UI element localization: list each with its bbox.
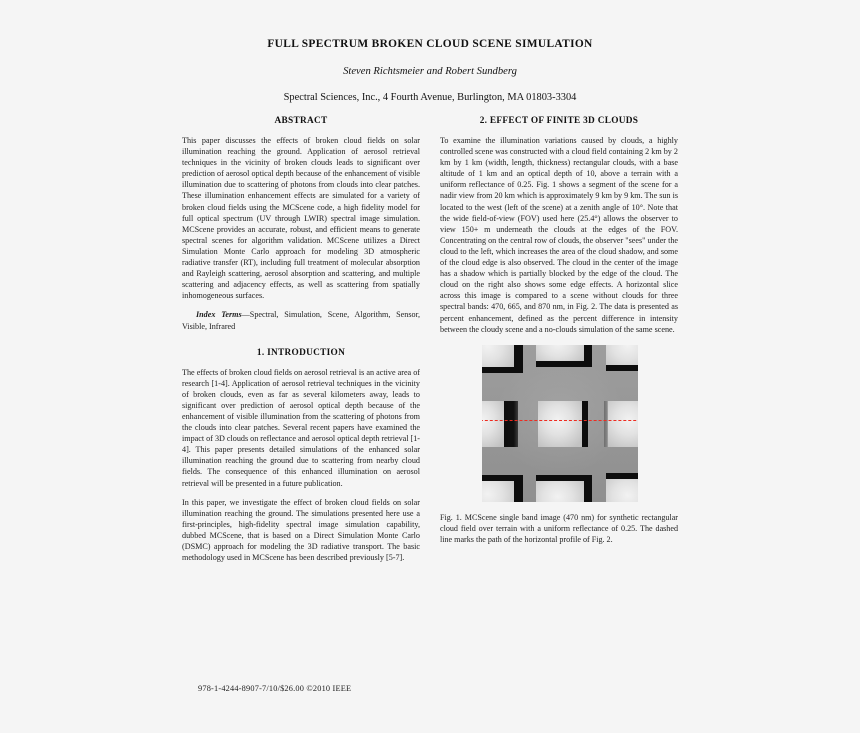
cloud-patch [608, 401, 638, 447]
section-2-heading: 2. EFFECT OF FINITE 3D CLOUDS [479, 116, 639, 126]
intro-paragraph-1: The effects of broken cloud fields on aerosol retrieval is an active area of research [1-4]. Application of aerosol retrieval techniques in the vicinity of broken clouds, even as far as several kilometers away, leads to significant over prediction of aerosol optical depth because of the enhancement of visible illumination from the scattering of photons from the clouds into clear patches. Several recent papers have examined the impact of 3D clouds on reflectance and aerosol optical depth retrieval [1-4]. This paper presents detailed simulations of the enhanced solar illumination reaching the ground due to scattering from nearby cloud fields. The consequence of this enhanced illumination on aerosol retrieval will be presented in a future publication. [182, 367, 421, 488]
cloud-patch [606, 477, 638, 502]
figure-1 [440, 345, 678, 503]
cloud-patch [536, 479, 584, 502]
affiliation-line: Spectral Sciences, Inc., 4 Fourth Avenue, Burlington, MA 01803-3304 [283, 92, 577, 103]
cloud-patch [482, 401, 504, 447]
intro-paragraph-2: In this paper, we investigate the effect of broken cloud fields on solar illumination reaching the ground. The simulations presented here use a first-principles, high-fidelity spectral image simulation capability, dubbed MCScene, that is based on a Direct Simulation Monte Carlo (DSMC) approach for modeling the 3D radiative transport. The basic methodology used in MCScene has been described previously [5-7]. [182, 497, 420, 563]
cloud-shadow [604, 401, 607, 447]
cloud-shadow [536, 475, 592, 481]
cloud-shadow [482, 475, 523, 481]
cloud-shadow [482, 367, 523, 373]
cloud-patch [538, 401, 582, 447]
index-terms [182, 309, 420, 331]
cloud-shadow [606, 473, 638, 479]
cloud-shadow [536, 361, 592, 367]
footer-isbn: 978-1-4244-8907-7/10/$26.00 ©2010 IEEE [198, 684, 352, 693]
left-column [182, 116, 420, 571]
profile-dashed-line [482, 420, 638, 421]
abstract-heading: ABSTRACT [274, 116, 328, 126]
cloud-shadow [606, 365, 638, 371]
cloud-shadow [584, 479, 592, 502]
section-2-paragraph: To examine the illumination variations caused by clouds, a highly controlled scene was constructed with a cloud field containing 2 km by 2 km by 1 km (width, length, thickness) rectangular clouds, with a base altitude of 1 km and an optical depth of 10, above a terrain with a uniform reflectance of 0.25. Fig. 1 shows a segment of the scene for a nadir view from 20 km which is approximately 9 km by 9 km. The sun is located to the west (left of the scene) at a zenith angle of 10°. Note that the wide field-of-view (FOV) used here (25.4°) allows the observer to view 150+ m underneath the clouds at the edges of the FOV. Concentrating on the central row of clouds, the observer "sees" under the cloud to the left, which increases the area of the cloud shadow, and some of the cloud edge is also observed. The cloud in the center of the image has a shadow which is partially blocked by the edge of the cloud. The cloud on the right also shows some edge effects. A horizontal slice across this image is compared to a scene without clouds for three spectral bands: 470, 665, and 870 nm, in Fig. 2. The data is presented as percent enhancement, defined as the percent difference in intensity between the cloudy scene and a no-clouds simulation of the same scene. [440, 136, 678, 334]
index-terms-label: Index Terms [196, 310, 242, 320]
right-column [440, 116, 678, 545]
abstract-text: This paper discusses the effects of broken cloud fields on solar illumination reaching the ground. Application of aerosol retrieval techniques in the vicinity of broken clouds leads to significant over prediction of aerosol optical depth because of the enhancement of visible illumination due to scattering of photons from clouds into clear patches. These illumination enhancement effects are simulated for a variety of broken cloud fields using the MCScene code, a high fidelity model for full optical spectrum (UV through LWIR) spectral image simulation. MCScene provides an accurate, robust, and efficient means to generate spectral scenes for algorithm validation. MCScene utilizes a Direct Simulation Monte Carlo approach for modeling 3D atmospheric radiative transfer (RT), including full treatment of molecular absorption and Rayleigh scattering, aerosol absorption and scattering, and multiple scattering and adjacency effects, as well as scattering from spatially inhomogeneous surfaces. [182, 136, 420, 301]
cloud-shadow [582, 401, 588, 447]
figure-1-image [482, 345, 638, 502]
introduction-heading: 1. INTRODUCTION [256, 347, 346, 358]
author-list: Steven Richtsmeier and Robert Sundberg [343, 66, 517, 77]
index-terms-text: —Spectral, Simulation, Scene, Algorithm, Sensor, Visible, Infrared [182, 310, 420, 331]
cloud-shadow [504, 401, 518, 447]
figure-1-caption: Fig. 1. MCScene single band image (470 nm) for synthetic rectangular cloud field over terrain with a uniform reflectance of 0.25. The dashed line marks the path of the horizontal profile of Fig. 2. [440, 512, 678, 544]
page-title: FULL SPECTRUM BROKEN CLOUD SCENE SIMULATION [267, 38, 593, 50]
